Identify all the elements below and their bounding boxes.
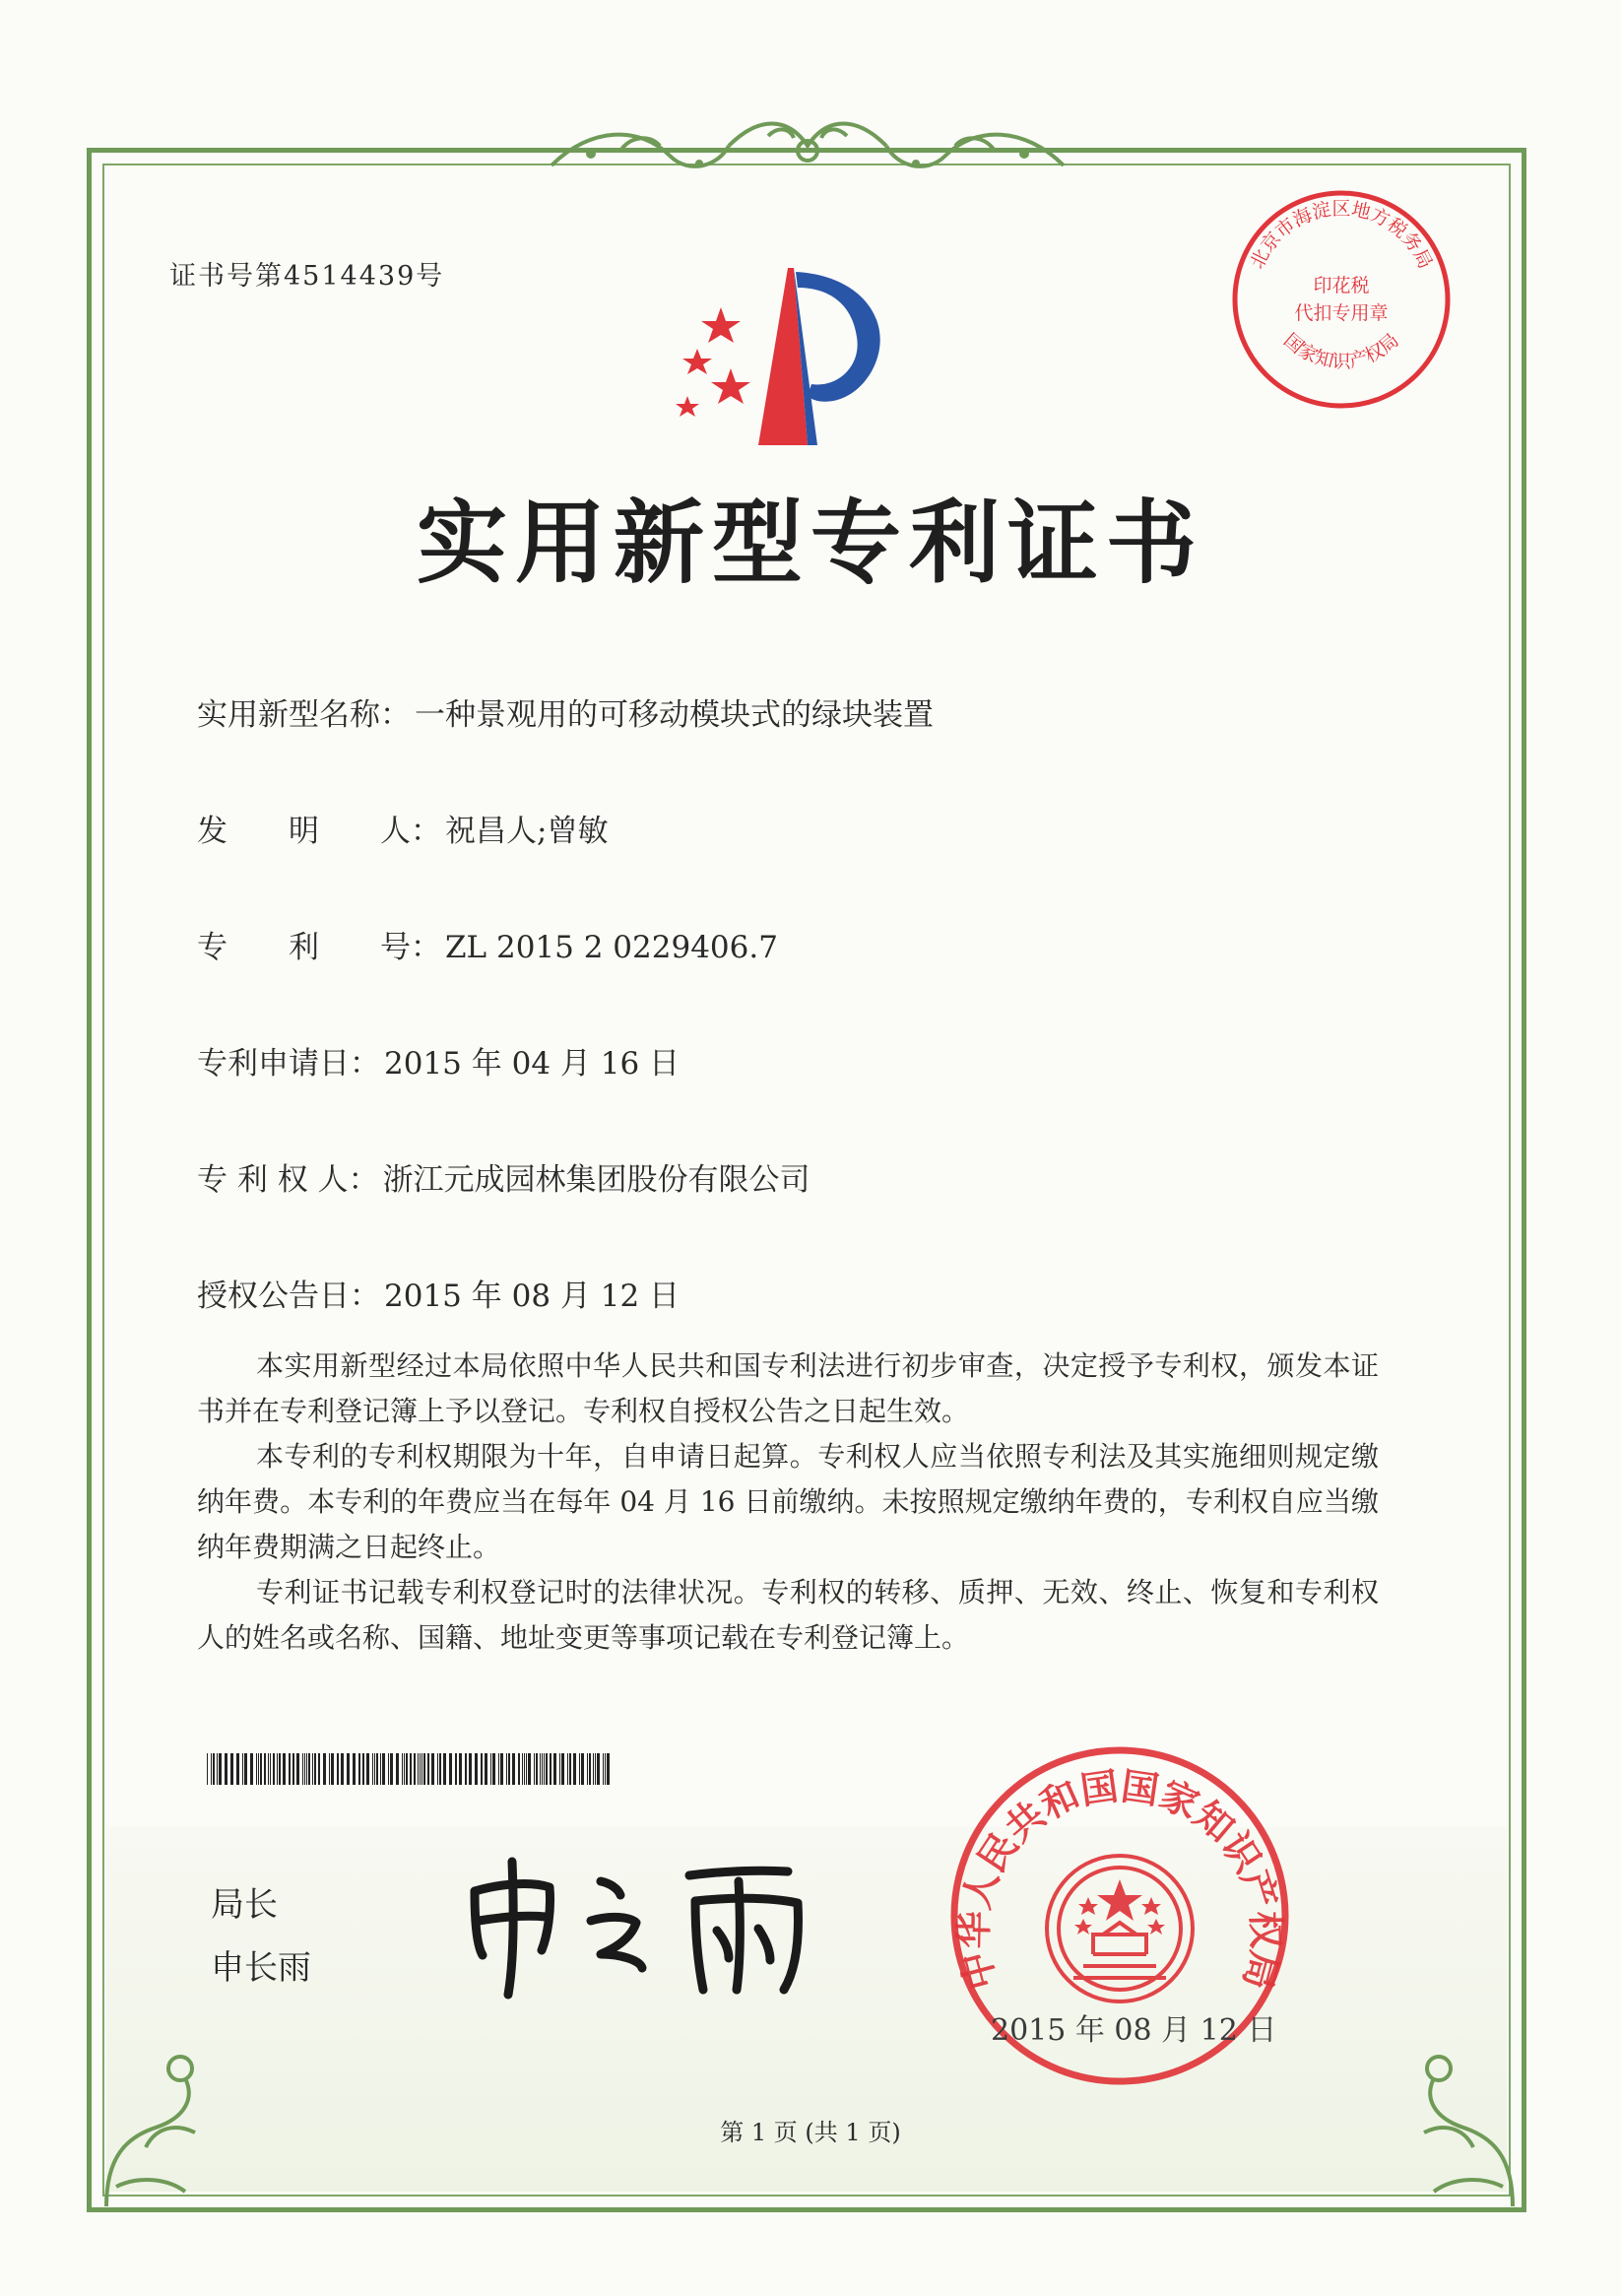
barcode-bar [524, 1753, 525, 1785]
barcode [207, 1753, 611, 1785]
barcode-bar [404, 1753, 405, 1785]
barcode-bar [292, 1753, 294, 1785]
big-seal-text: 中华人民共和国国家知识产权局 [951, 1764, 1288, 1995]
barcode-bar [550, 1753, 551, 1785]
barcode-bar [277, 1753, 278, 1785]
barcode-bar [236, 1753, 239, 1785]
barcode-bar [258, 1753, 259, 1785]
barcode-bar [289, 1753, 291, 1785]
barcode-bar [498, 1753, 499, 1785]
barcode-bar [372, 1753, 373, 1785]
barcode-bar [475, 1753, 478, 1785]
field-filing-date: 专利申请日： 2015 年 04 月 16 日 [197, 1046, 681, 1082]
barcode-bar [561, 1753, 564, 1785]
barcode-bar [492, 1753, 495, 1785]
barcode-bar [508, 1753, 510, 1785]
barcode-bar [410, 1753, 412, 1785]
barcode-bar [589, 1753, 591, 1785]
barcode-bar [341, 1753, 344, 1785]
barcode-bar [528, 1753, 531, 1785]
certificate-number: 证书号第4514439号 [169, 261, 445, 292]
barcode-bar [449, 1753, 452, 1785]
barcode-bar [217, 1753, 218, 1785]
barcode-bar [443, 1753, 446, 1785]
barcode-bar [459, 1753, 462, 1785]
barcode-bar [314, 1753, 316, 1785]
barcode-bar [573, 1753, 576, 1785]
barcode-bar [542, 1753, 543, 1785]
barcode-bar [283, 1753, 286, 1785]
barcode-bar [455, 1753, 457, 1785]
field-grant-date: 授权公告日： 2015 年 08 月 12 日 [197, 1279, 681, 1314]
barcode-bar [337, 1753, 339, 1785]
field-patent-number: 专 利 号： ZL 2015 2 0229406.7 [197, 930, 778, 965]
barcode-bar [595, 1753, 596, 1785]
barcode-bar [512, 1753, 515, 1785]
barcode-bar [213, 1753, 215, 1785]
barcode-bar [225, 1753, 227, 1785]
barcode-bar [581, 1753, 584, 1785]
barcode-bar [439, 1753, 441, 1785]
field-value: 2015 年 08 月 12 日 [384, 1279, 681, 1314]
barcode-bar [362, 1753, 364, 1785]
field-patentee: 专 利 权 人： 浙江元成园林集团股份有限公司 [197, 1162, 810, 1198]
barcode-bar [390, 1753, 393, 1785]
patent-office-logo [660, 258, 904, 455]
barcode-bar [546, 1753, 548, 1785]
field-label: 专利申请日 [197, 1046, 350, 1082]
barcode-bar [331, 1753, 334, 1785]
tax-stamp-seal [1227, 185, 1456, 414]
top-ornament [532, 106, 1083, 195]
barcode-bar [358, 1753, 360, 1785]
barcode-bar [396, 1753, 399, 1785]
field-value: ZL 2015 2 0229406.7 [445, 930, 778, 965]
seal-date: 2015 年 08 月 12 日 [991, 2013, 1277, 2048]
barcode-bar [579, 1753, 580, 1785]
barcode-bar [469, 1753, 472, 1785]
tax-seal-center-line-2: 代扣专用章 [1294, 302, 1389, 324]
barcode-bar [522, 1753, 523, 1785]
barcode-bar [402, 1753, 403, 1785]
barcode-bar [302, 1753, 303, 1785]
body-paragraph: 专利证书记载专利权登记时的法律状况。专利权的转移、质押、无效、终止、恢复和专利权人的姓名或名称、国籍、地址变更等事项记载在专利登记簿上。 [197, 1576, 1379, 1654]
barcode-bar [244, 1753, 247, 1785]
barcode-bar [304, 1753, 305, 1785]
barcode-bar [607, 1753, 610, 1785]
barcode-bar [427, 1753, 429, 1785]
field-label: 专 利 权 人 [197, 1162, 349, 1198]
barcode-bar [366, 1753, 369, 1785]
barcode-bar [540, 1753, 541, 1785]
barcode-bar [382, 1753, 385, 1785]
barcode-bar [312, 1753, 313, 1785]
field-utility-model-name: 实用新型名称： 一种景观用的可移动模块式的绿块装置 [197, 697, 934, 733]
national-emblem-icon [1047, 1856, 1193, 2001]
tax-seal-center-line-1: 印花税 [1313, 275, 1370, 296]
barcode-bar [250, 1753, 253, 1785]
barcode-bar [465, 1753, 467, 1785]
field-inventor: 发 明 人： 祝昌人;曾敏 [197, 814, 609, 849]
barcode-bar [318, 1753, 320, 1785]
barcode-bar [268, 1753, 269, 1785]
field-value: 浙江元成园林集团股份有限公司 [382, 1162, 810, 1198]
body-paragraph: 本专利的专利权期限为十年，自申请日起算。专利权人应当依照专利法及其实施细则规定缴纳年费。本专利的年费应当在每年 04 月 16 日前缴纳。未按照规定缴纳年费的，专利权自应当缴纳年费期满之日起终止。 [197, 1440, 1379, 1563]
field-label: 发 明 人 [197, 814, 411, 849]
tax-seal-bottom-text: 国家知识产权局 [1279, 329, 1403, 373]
barcode-bar [518, 1753, 520, 1785]
barcode-bar [587, 1753, 588, 1785]
barcode-bar [207, 1753, 208, 1785]
barcode-bar [490, 1753, 491, 1785]
field-value: 祝昌人;曾敏 [445, 814, 609, 849]
barcode-bar [418, 1753, 419, 1785]
barcode-bar [423, 1753, 425, 1785]
barcode-bar [526, 1753, 527, 1785]
barcode-bar [534, 1753, 535, 1785]
barcode-bar [500, 1753, 503, 1785]
barcode-bar [431, 1753, 434, 1785]
barcode-bar [406, 1753, 408, 1785]
barcode-bar [296, 1753, 299, 1785]
barcode-bar [506, 1753, 507, 1785]
barcode-bar [481, 1753, 483, 1785]
field-label: 实用新型名称 [197, 697, 380, 733]
barcode-bar [559, 1753, 560, 1785]
chief-name: 申长雨 [211, 1948, 311, 1988]
barcode-bar [536, 1753, 538, 1785]
barcode-bar [421, 1753, 422, 1785]
barcode-bar [553, 1753, 556, 1785]
director-signature [463, 1852, 817, 2000]
barcode-bar [420, 1753, 421, 1785]
barcode-bar [380, 1753, 381, 1785]
barcode-bar [264, 1753, 266, 1785]
barcode-bar [256, 1753, 257, 1785]
barcode-bar [230, 1753, 233, 1785]
body-paragraph: 本实用新型经过本局依照中华人民共和国专利法进行初步审查，决定授予专利权，颁发本证书并在专利登记簿上予以登记。专利权自授权公告之日起生效。 [197, 1349, 1379, 1427]
barcode-bar [597, 1753, 600, 1785]
certificate-body-text [197, 1344, 1379, 1661]
barcode-bar [414, 1753, 416, 1785]
barcode-bar [260, 1753, 262, 1785]
barcode-bar [211, 1753, 212, 1785]
barcode-bar [593, 1753, 594, 1785]
barcode-bar [376, 1753, 378, 1785]
barcode-bar [279, 1753, 281, 1785]
barcode-bar [374, 1753, 375, 1785]
barcode-bar [603, 1753, 604, 1785]
barcode-bar [306, 1753, 307, 1785]
barcode-bar [329, 1753, 330, 1785]
field-value: 2015 年 04 月 16 日 [384, 1046, 681, 1082]
barcode-bar [219, 1753, 222, 1785]
barcode-bar [569, 1753, 571, 1785]
certificate-title: 实用新型专利证书 [416, 491, 1204, 596]
field-label: 授权公告日 [197, 1279, 350, 1314]
barcode-bar [242, 1753, 243, 1785]
page-number: 第 1 页 (共 1 页) [720, 2119, 901, 2146]
barcode-bar [605, 1753, 606, 1785]
barcode-bar [273, 1753, 275, 1785]
barcode-bar [323, 1753, 326, 1785]
barcode-bar [347, 1753, 350, 1785]
barcode-bar [308, 1753, 310, 1785]
barcode-bar [353, 1753, 356, 1785]
barcode-bar [567, 1753, 568, 1785]
tax-seal-top-text: 北京市海淀区地方税务局 [1246, 198, 1437, 273]
barcode-bar [388, 1753, 389, 1785]
barcode-bar [485, 1753, 487, 1785]
field-label: 专 利 号 [197, 930, 411, 965]
barcode-bar [270, 1753, 271, 1785]
barcode-bar [544, 1753, 545, 1785]
chief-title: 局长 [211, 1885, 278, 1925]
barcode-bar [437, 1753, 438, 1785]
field-value: 一种景观用的可移动模块式的绿块装置 [415, 697, 934, 733]
